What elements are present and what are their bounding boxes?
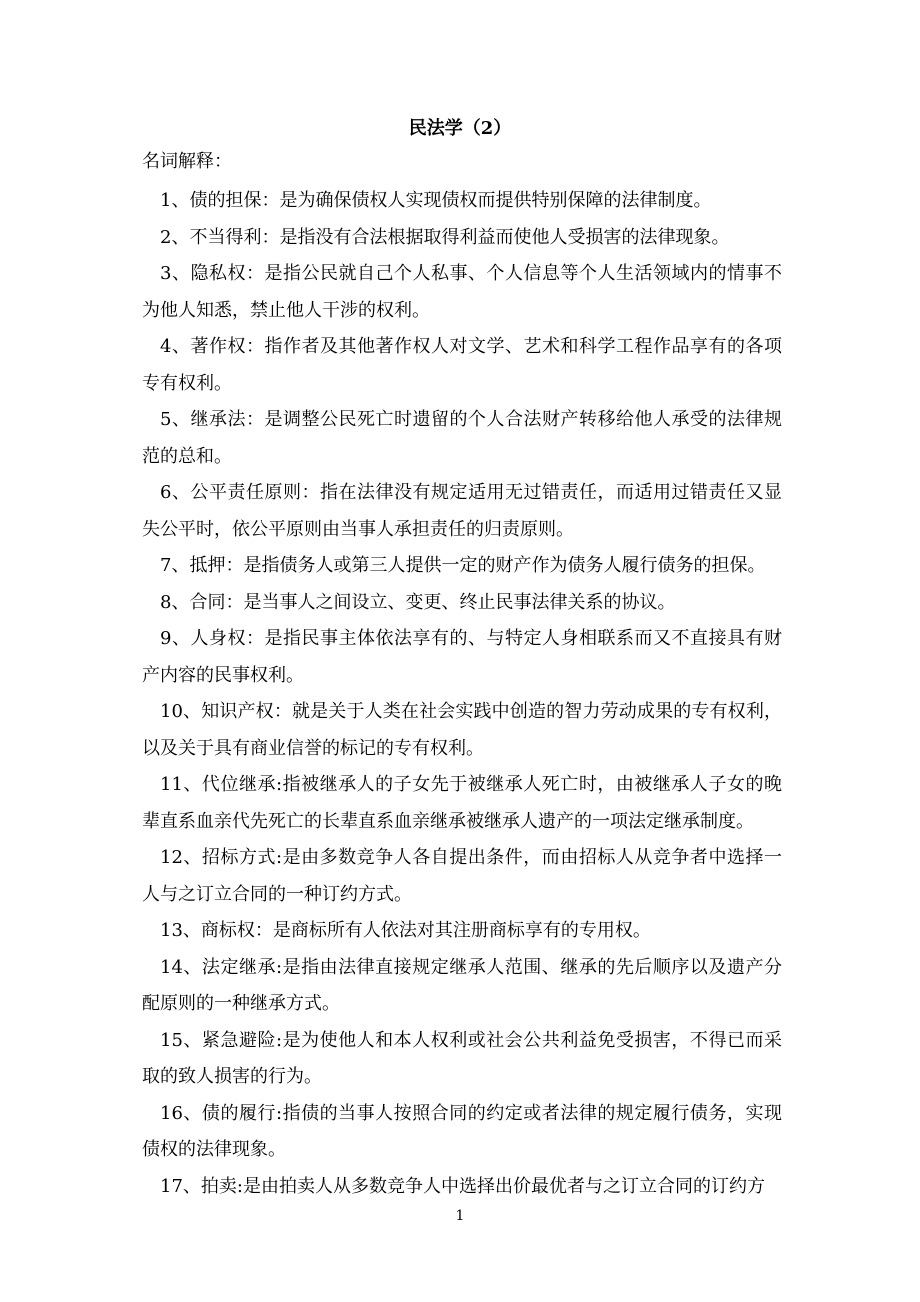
definition-item: 16、债的履行:指债的当事人按照合同的约定或者法律的规定履行债务，实现债权的法律现象。 xyxy=(142,1102,782,1160)
definition-item: 8、合同：是当事人之间设立、变更、终止民事法律关系的协议。 xyxy=(160,591,676,613)
definition-item: 15、紧急避险:是为使他人和本人权利或社会公共利益免受损害，不得已而采取的致人损害的行为。 xyxy=(142,1029,782,1087)
definition-item: 3、隐私权：是指公民就自己个人私事、个人信息等个人生活领域内的情事不为他人知悉，禁止他人干涉的权利。 xyxy=(142,263,782,321)
definition-item: 6、公平责任原则：指在法律没有规定适用无过错责任，而适用过错责任又显失公平时，依公平原则由当事人承担责任的归责原则。 xyxy=(142,482,782,540)
document-title: 民法学（2） xyxy=(408,118,512,139)
definition-item: 11、代位继承:指被继承人的子女先于被继承人死亡时，由被继承人子女的晚辈直系血亲代先死亡的长辈直系血亲继承被继承人遗产的一项法定继承制度。 xyxy=(142,774,782,832)
definition-item: 2、不当得利：是指没有合法根据取得利益而使他人受损害的法律现象。 xyxy=(160,226,730,248)
definition-list xyxy=(142,183,782,1205)
definition-item: 7、抵押：是指债务人或第三人提供一定的财产作为债务人履行债务的担保。 xyxy=(160,555,766,576)
definition-item: 5、继承法：是调整公民死亡时遗留的个人合法财产转移给他人承受的法律规范的总和。 xyxy=(142,409,782,467)
definition-item: 17、拍卖:是由拍卖人从多数竞争人中选择出价最优者与之订立合同的订约方 xyxy=(160,1175,765,1197)
definition-item: 1、债的担保：是为确保债权人实现债权而提供特别保障的法律制度。 xyxy=(160,190,712,211)
definition-item: 10、知识产权：就是关于人类在社会实践中创造的智力劳动成果的专有权利，以及关于具有商业信誉的标记的专有权利。 xyxy=(142,701,782,759)
definition-item: 13、商标权：是商标所有人依法对其注册商标享有的专用权。 xyxy=(160,920,651,941)
section-label: 名词解释： xyxy=(142,151,232,172)
definition-item: 4、著作权：指作者及其他著作权人对文学、艺术和科学工程作品享有的各项专有权利。 xyxy=(142,336,782,394)
definition-item: 9、人身权：是指民事主体依法享有的、与特定人身相联系而又不直接具有财产内容的民事权利。 xyxy=(142,628,782,686)
definition-item: 14、法定继承:是指由法律直接规定继承人范围、继承的先后顺序以及遗产分配原则的一种继承方式。 xyxy=(142,956,782,1014)
page-number: 1 xyxy=(455,1208,465,1224)
definition-item: 12、招标方式:是由多数竞争人各自提出条件，而由招标人从竞争者中选择一人与之订立合同的一种订约方式。 xyxy=(142,847,782,905)
